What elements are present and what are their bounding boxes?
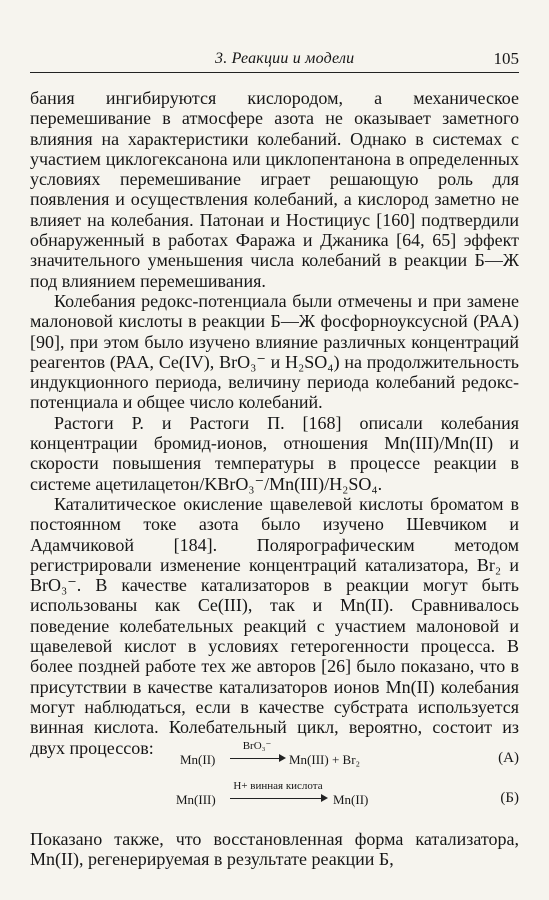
equation-a-lhs: Mn(II) [180, 752, 216, 767]
main-text [30, 88, 519, 758]
equation-b-label: (Б) [500, 790, 519, 806]
equation-b [30, 780, 519, 810]
equation-a-arrow-label: BrO₃⁻ [242, 740, 272, 752]
paragraph-4: Каталитическое окисление щавелевой кислоты броматом в постоянном токе азота было изучено Шевчиком и Адамчиковой [184]. Полярографическим методом регистрировали изменение концентраций катализатора, Br₂ и BrO₃⁻. В качестве катализаторов в реакции могут быть использованы как Ce(III), так и Mn(II). Сравнивалось поведение колебательных реакций с участием малоновой и щавелевой кислот в условиях гетерогенности процесса. В более поздней работе тех же авторов [26] было показано, что в присутствии в качестве катализаторов ионов Mn(II) колебания могут наблюдаться, если в качестве субстрата используется винная кислота. Колебательный цикл, вероятно, состоит из двух процессов: [30, 493, 519, 758]
equation-a-arrow [230, 740, 284, 759]
equation-b-arrow-label: H+ винная кислота [233, 780, 323, 792]
paragraph-1: бания ингибируются кислородом, а механическое перемешивание в атмосфере азота не оказывает заметного влияния на характеристики колебаний. Однако в системах с участием циклогексанона или циклопентанона в определенных условиях перемешивание играет решающую роль для появления и осуществления колебаний, а кислород заметно не влияет на колебания. Патонаи и Ностициус [160] подтвердили обнаруженный в работах Фаража и Джаника [64, 65] эффект значительного уменьшения числа колебаний в реакции Б—Ж под влиянием перемешивания. [30, 88, 519, 291]
equation-a-label: (A) [498, 750, 519, 766]
section-title: 3. Реакции и модели [215, 50, 355, 67]
arrow-icon [230, 792, 326, 799]
closing-paragraph: Показано также, что восстановленная форма катализатора, Mn(II), регенерируемая в результате реакции Б, [30, 829, 519, 870]
page-number: 105 [493, 49, 519, 68]
equation-a [30, 740, 519, 770]
equation-a-rhs: Mn(III) + Br₂ [289, 752, 361, 767]
equation-b-lhs: Mn(III) [176, 792, 216, 807]
running-header [30, 46, 519, 73]
arrow-icon [230, 752, 284, 759]
paragraph-2: Колебания редокс-потенциала были отмечены и при замене малоновой кислоты в реакции Б—Ж фосфорноуксусной (РАА) [90], при этом было изучено влияние различных концентраций реагентов (РАА, Ce(IV), BrO₃⁻ и H₂SO₄) на продолжительность индукционного периода, величину периода колебаний редокс-потенциала и общее число колебаний. [30, 290, 519, 413]
equation-b-arrow [230, 780, 326, 799]
paragraph-3: Растоги Р. и Растоги П. [168] описали колебания концентрации бромид-ионов, отношения Mn(III)/Mn(II) и скорости повышения температуры в процессе реакции в системе ацетилацетон/KBrO₃⁻/Mn(III)/H₂SO₄. [30, 412, 519, 494]
equation-b-rhs: Mn(II) [333, 792, 369, 807]
